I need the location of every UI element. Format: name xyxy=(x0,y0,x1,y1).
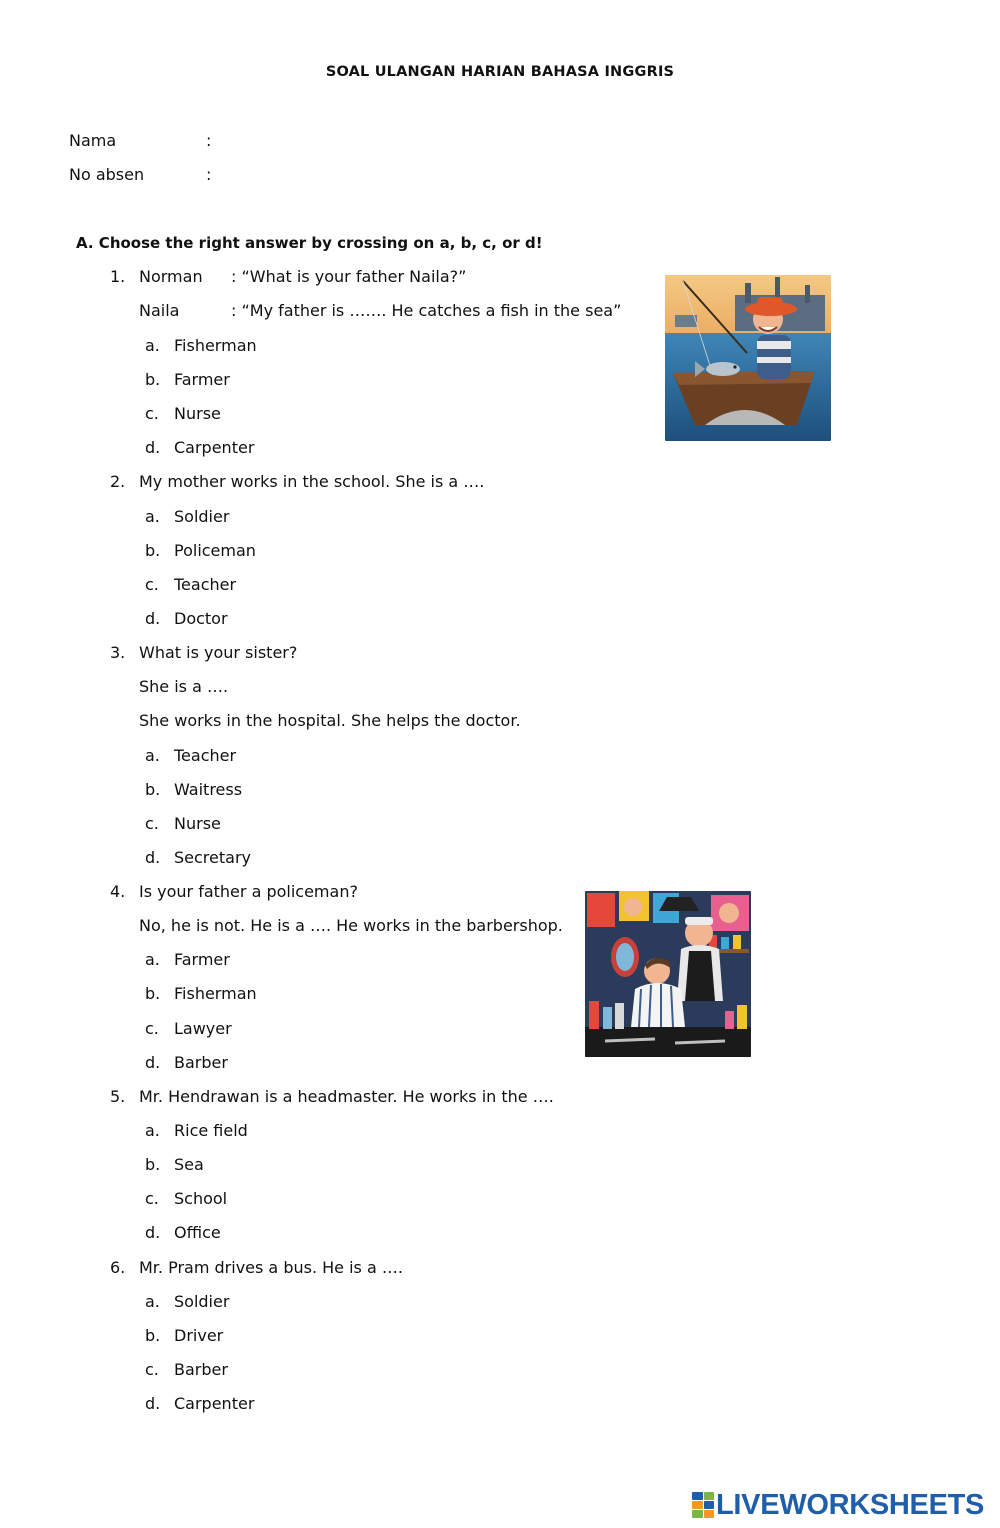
q2-text: My mother works in the school. She is a …. xyxy=(139,472,485,491)
q4-option-a[interactable]: Farmer xyxy=(174,950,230,969)
q3-line-1: What is your sister? xyxy=(139,643,298,662)
q2-option-b[interactable]: Policeman xyxy=(174,541,256,560)
q6-number: 6. xyxy=(110,1258,126,1277)
q6-option-c-letter[interactable]: c. xyxy=(145,1360,159,1379)
page-title: SOAL ULANGAN HARIAN BAHASA INGGRIS xyxy=(325,64,675,80)
q6-option-d[interactable]: Carpenter xyxy=(174,1394,255,1413)
q6-option-a-letter[interactable]: a. xyxy=(145,1292,160,1311)
q2-option-a[interactable]: Soldier xyxy=(174,507,230,526)
q6-option-b[interactable]: Driver xyxy=(174,1326,224,1345)
q2-option-c[interactable]: Teacher xyxy=(174,575,237,594)
q4-option-c-letter[interactable]: c. xyxy=(145,1019,159,1038)
q1-speech-1: : “What is your father Naila?” xyxy=(231,267,467,286)
q6-option-a[interactable]: Soldier xyxy=(174,1292,230,1311)
liveworksheets-logo-icon xyxy=(692,1492,714,1518)
q3-option-c-letter[interactable]: c. xyxy=(145,814,159,833)
q5-option-c-letter[interactable]: c. xyxy=(145,1189,159,1208)
q4-line-2: No, he is not. He is a …. He works in the barbershop. xyxy=(139,916,563,935)
q3-option-d[interactable]: Secretary xyxy=(174,848,251,867)
q3-option-a-letter[interactable]: a. xyxy=(145,746,160,765)
q3-option-b[interactable]: Waitress xyxy=(174,780,243,799)
q3-line-3: She works in the hospital. She helps the doctor. xyxy=(139,711,521,730)
q2-option-b-letter[interactable]: b. xyxy=(145,541,161,560)
q1-option-a[interactable]: Fisherman xyxy=(174,336,257,355)
q3-option-b-letter[interactable]: b. xyxy=(145,780,161,799)
q6-option-c[interactable]: Barber xyxy=(174,1360,228,1379)
q4-line-1: Is your father a policeman? xyxy=(139,882,358,901)
name-label: Nama xyxy=(69,131,117,150)
q1-option-c-letter[interactable]: c. xyxy=(145,404,159,423)
q4-option-a-letter[interactable]: a. xyxy=(145,950,160,969)
q5-option-a-letter[interactable]: a. xyxy=(145,1121,160,1140)
barber-image xyxy=(585,891,751,1057)
absen-label: No absen xyxy=(69,165,145,184)
q5-option-a[interactable]: Rice field xyxy=(174,1121,248,1140)
q2-option-a-letter[interactable]: a. xyxy=(145,507,160,526)
q4-option-b[interactable]: Fisherman xyxy=(174,984,257,1003)
q3-line-2: She is a …. xyxy=(139,677,229,696)
q1-option-d-letter[interactable]: d. xyxy=(145,438,161,457)
q4-option-d[interactable]: Barber xyxy=(174,1053,228,1072)
q5-option-b[interactable]: Sea xyxy=(174,1155,204,1174)
q6-option-b-letter[interactable]: b. xyxy=(145,1326,161,1345)
q3-option-d-letter[interactable]: d. xyxy=(145,848,161,867)
q5-option-d-letter[interactable]: d. xyxy=(145,1223,161,1242)
q1-speaker-1: Norman xyxy=(139,267,203,286)
q3-number: 3. xyxy=(110,643,126,662)
q4-option-c[interactable]: Lawyer xyxy=(174,1019,232,1038)
q5-option-b-letter[interactable]: b. xyxy=(145,1155,161,1174)
q2-option-d-letter[interactable]: d. xyxy=(145,609,161,628)
q4-option-d-letter[interactable]: d. xyxy=(145,1053,161,1072)
liveworksheets-logo-text: LIVEWORKSHEETS xyxy=(716,1488,985,1521)
fisherman-image xyxy=(665,275,831,441)
q6-text: Mr. Pram drives a bus. He is a …. xyxy=(139,1258,403,1277)
q5-text: Mr. Hendrawan is a headmaster. He works in the …. xyxy=(139,1087,554,1106)
q4-option-b-letter[interactable]: b. xyxy=(145,984,161,1003)
q6-option-d-letter[interactable]: d. xyxy=(145,1394,161,1413)
liveworksheets-logo[interactable] xyxy=(692,1490,984,1520)
q5-option-d[interactable]: Office xyxy=(174,1223,221,1242)
q1-option-c[interactable]: Nurse xyxy=(174,404,221,423)
q2-number: 2. xyxy=(110,472,126,491)
q1-option-b[interactable]: Farmer xyxy=(174,370,230,389)
q1-speaker-2: Naila xyxy=(139,301,180,320)
q2-option-d[interactable]: Doctor xyxy=(174,609,228,628)
q1-option-a-letter[interactable]: a. xyxy=(145,336,160,355)
q3-option-a[interactable]: Teacher xyxy=(174,746,237,765)
q1-speech-2: : “My father is ……. He catches a fish in the sea” xyxy=(231,301,622,320)
name-colon: : xyxy=(206,131,212,150)
section-a-heading: A. Choose the right answer by crossing on a, b, c, or d! xyxy=(76,234,543,252)
q2-option-c-letter[interactable]: c. xyxy=(145,575,159,594)
absen-colon: : xyxy=(206,165,212,184)
q1-number: 1. xyxy=(110,267,126,286)
q3-option-c[interactable]: Nurse xyxy=(174,814,221,833)
q5-number: 5. xyxy=(110,1087,126,1106)
q1-option-d[interactable]: Carpenter xyxy=(174,438,255,457)
q1-option-b-letter[interactable]: b. xyxy=(145,370,161,389)
q4-number: 4. xyxy=(110,882,126,901)
q5-option-c[interactable]: School xyxy=(174,1189,228,1208)
